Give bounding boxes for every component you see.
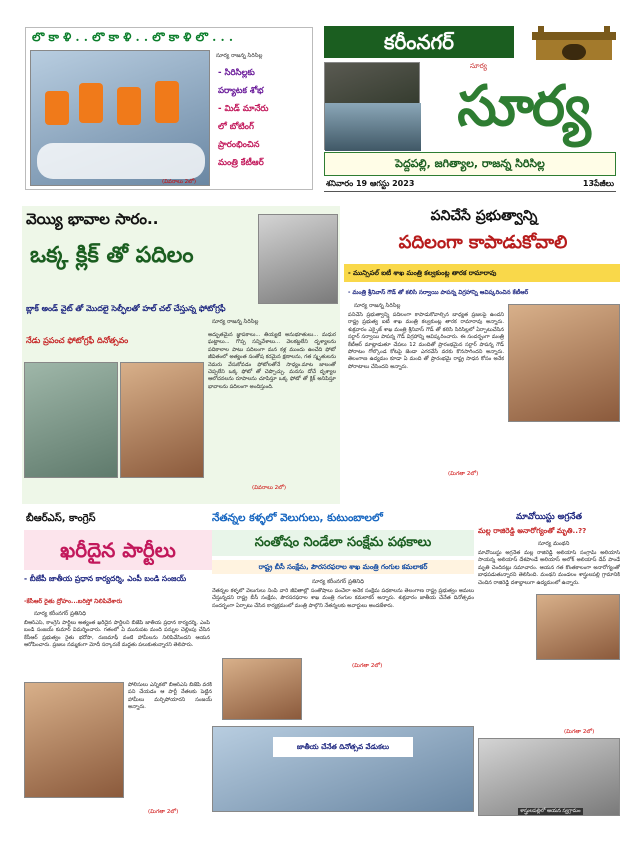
masthead-region: కరీంనగర్ xyxy=(324,26,514,58)
weavers-banner: జాతీయ చేనేత దినోత్సవ వేడుకలు xyxy=(273,737,413,757)
woman-camera-photo xyxy=(120,362,204,478)
weavers-stage-photo xyxy=(212,726,474,812)
photo-story-bullet2: నేడు ప్రపంచ ఫోటోగ్రఫీ దినోత్సవం xyxy=(26,336,129,345)
maoist-credit: సూర్య మంథని xyxy=(538,541,570,547)
rajireddy-photo xyxy=(536,594,620,660)
top-ad-headline: లొ కా ళి . . లొ కా ళి . . లొ కా ళి లొ . . . xyxy=(32,30,233,44)
masthead-small-logo: సూర్య xyxy=(470,62,487,70)
weavers-photo-1 xyxy=(222,658,302,720)
photo-story-paragraph: అద్భుతమైన జ్ఞాపకాలు... తియ్యటి అనుభూతులు... మధుర ఘట్టాలు... గొప్ప సన్నివేశాలు... వెలకట్టలేని దృశ్యాలను పదికాలాల పాటు పదిలంగా మన కళ్ల ముందు ఉంచేది ఫోటో జీవితంలో అత్యంత సంతోష కరమైన క్షణాలను, గత స్మృతులను నెమరు వేసుకోవడం ఫోటోలతోనే సాధ్యం.మాట జాలంతో చెప్పలేని ఒక్క ఫోటో తో చెప్పొచ్చు. మనసు దోచే దృశ్యాల ఆలోచనలను రూపాలను చూపిస్తూ ఒక్క ఫోటో తో క్లిక్ అనిపిస్తూ భావాలను పదిలంగా అందిస్తుంది. xyxy=(208,332,336,390)
top-ad-line: - సిరిసిల్లకు xyxy=(218,68,255,78)
maoist-more: (మిగతా 2లో) xyxy=(564,729,595,735)
top-ad-line: ప్రారంభించిన xyxy=(218,140,260,150)
village-house-photo xyxy=(478,738,620,816)
boating-photo xyxy=(30,50,210,186)
photo-story-more: (వివరాలు 2లో) xyxy=(252,485,286,491)
ktr-kicker: పనిచేసే ప్రభుత్వాన్ని xyxy=(430,208,538,224)
parties-bullet2: -కేసీఆర్ రైతు ద్రోహం...బరిస్తో నిలిపివేశారు xyxy=(24,598,123,605)
weavers-paragraph: నేతన్నల కళ్ళలో వెలుగులు నింపి వారి జీవితాల్లో సంతోషాలు పంచేలా అనేక సంక్షేమ పథకాలను తెలంగాణ రాష్ట్ర ప్రభుత్వం అమలు చేస్తున్నదని రాష్ట్ర బీసీ సంక్షేమ, పౌరసరఫరాల శాఖ మంత్రి గంగుల కమలాకర్ అన్నారు. శుక్రవారం జాతీయ చేనేత దినోత్సవం సందర్భంగా ఏర్పాటు చేసిన కార్యక్రమంలో మంత్రి పాల్గొని నేతన్నలకు అవార్డులు అందజేశారు. xyxy=(212,588,474,609)
masthead-districts: పెద్దపల్లి, జగిత్యాల, రాజన్న సిరిసిల్ల xyxy=(324,152,616,176)
maoist-caption: శాస్త్రులపల్లిలో ఆయన స్వగ్రామం xyxy=(520,808,581,814)
insect-photo xyxy=(24,362,118,478)
top-ad-box xyxy=(25,27,313,190)
statue-photo xyxy=(508,304,620,422)
ktr-paragraph: పనిచేసే ప్రభుత్వాన్ని పదిలంగా కాపాడుకోవాల్సిన బాధ్యత ప్రజలపై ఉందని రాష్ట్ర ప్రభుత్వ ఐటీ శాఖ మంత్రి కల్వకుంట్ల తారక రామారావు అన్నారు. శుక్రవారం ఎక్సైజ్ శాఖ మంత్రి శ్రీనివాస్ గౌడ్ తో కలిసి సిరిసిల్లలో ఏర్పాటుచేసిన సర్దార్ సర్వాయి పాపన్న గౌడ్ విగ్రహాన్ని ఆవిష్కరించారు. ఈ సందర్భంగా మంత్రి కేటీఆర్ మాట్లాడుతూ చేపలు 12 మందితో ప్రారంభమైన సర్దార్ పాపన్న గౌడ్ పోరాటం గోల్కొండ కోటపై జెండా ఎగరవేసే వరకు కొనసాగిందని అన్నారు. తెలంగాణ ఉద్యమం కూడా ఏ మంది తో ప్రారంభమై రాష్ట్ర సాధన కోసం అనేక పోరాటాలు చేసిందని అన్నారు. xyxy=(348,312,504,370)
ktr-story xyxy=(344,206,620,506)
date-bar xyxy=(324,178,616,192)
photo-story-credit: సూర్య రాజన్న సిరిసిల్ల xyxy=(212,319,259,325)
ktr-body xyxy=(348,312,504,468)
masthead-title: సూర్య xyxy=(457,74,589,139)
dam-photo xyxy=(324,62,420,150)
top-ad-line: - మిడ్ మానేరు xyxy=(218,104,269,114)
parties-story xyxy=(22,512,212,822)
maoist-title: మల్ల రాజిరెడ్డి అనారోగ్యంతో మృతి..?? xyxy=(478,526,587,535)
ktr-bullet2: - మంత్రి శ్రీనివాస్ గౌడ్ తో కలిసి సర్వాయి పాపన్న విగ్రహాన్ని ఆవిష్కరించిన కేటీఆర్ xyxy=(348,290,529,296)
vintage-photo xyxy=(258,214,338,304)
weavers-title: సంతోషం నిండేలా సంక్షేమ పథకాలు xyxy=(212,530,474,556)
parties-more: (మిగతా 2లో) xyxy=(148,809,179,815)
top-ad-lines xyxy=(218,64,310,172)
fort-icon xyxy=(532,24,616,62)
parties-paragraph: బీఆర్ఎస్, కాంగ్రెస్ పార్టీలు అత్యంత ఖరీదైన పార్టీలని బీజేపీ జాతీయ ప్రధాన కార్యదర్శి, ఎంపీ బండి సంజయ్ కుమార్ విమర్శించారు. గతంలో ఏ మునుపట మంది పన్నుల చెల్లింపు చేసిన కేసీఆర్ ప్రభుత్వం రైతు భరోసా, రుణమాఫీ వంటి హామీలను నిలిపివేసిందని ఆయన ఆరోపించారు. ప్రజలు నమ్మకంగా మోదీ సర్కారుకే మద్దతు పలుకుతున్నారని తెలిపారు. xyxy=(24,620,210,649)
weavers-credit: సూర్య కరీంనగర్ ప్రతినిధి xyxy=(312,579,365,585)
photo-story xyxy=(22,206,340,504)
photo-story-title: ఒక్క క్లిక్ తో పదిలం xyxy=(30,242,194,268)
photo-story-kicker: వెయ్యి భావాల సారం.. xyxy=(26,210,159,228)
ktr-more: (మిగతా 2లో) xyxy=(448,471,479,477)
ktr-bullet1: - మున్సిపల్ ఐటీ శాఖ మంత్రి కల్వకుంట్ల తారక రామారావు xyxy=(344,264,620,282)
photo-story-bullet1: బ్లాక్ అండ్ వైట్ తో మొదలై సెల్ఫీలతో హల్ చల్ చేస్తున్న ఫోటోగ్రఫీ xyxy=(26,304,226,313)
weavers-kicker: నేతన్నల కళ్ళలో వెలుగులు, కుటుంబాలలో xyxy=(212,512,383,524)
weavers-body xyxy=(212,588,474,656)
top-ad-more: (వివరాలు 2లో) xyxy=(162,179,196,185)
parties-title: ఖరీదైన పార్టీలు xyxy=(24,530,212,570)
bandi-sanjay-photo xyxy=(24,682,124,798)
parties-paragraph2: పోలీసులు ఎన్నికలో బీఆర్ఎస్ బీజేపీ వరకి పని చేయడం ఆ పార్టీ నేతలకు పెట్టిన హామీలు మర్చిపోయారని సంజయ్ అన్నారు. xyxy=(128,682,212,711)
parties-credit: సూర్య కరీంనగర్ ప్రతినిధి xyxy=(34,611,87,617)
photo-story-body xyxy=(208,332,336,478)
top-ad-line: లో బోటింగ్ xyxy=(218,122,254,132)
weavers-sub: రాష్ట్ర బీసీ సంక్షేమ, పౌరసరఫరాల శాఖ మంత్రి గంగుల కమలాకర్ xyxy=(212,560,474,574)
masthead xyxy=(320,24,620,194)
maoist-story xyxy=(478,512,620,822)
top-ad-credit: సూర్య రాజన్న సిరిసిల్ల xyxy=(216,53,263,59)
top-ad-line: మంత్రి కేటీఆర్ xyxy=(218,158,264,168)
ktr-title: పదిలంగా కాపాడుకోవాలి xyxy=(398,232,568,253)
weavers-story xyxy=(212,512,474,822)
maoist-kicker: మావోయిస్టు అగ్రనేత xyxy=(516,512,582,522)
maoist-paragraph: మావోయిస్టు అగ్రనేత మల్ల రాజిరెడ్డి అలియాస్ సంగ్రామ్ అలియాస్ సాయన్న అలియాస్ దేశపాండే అలియాస్ అలోక్ అలియాస్ దేవ్ పాండే మృతి చెందినట్లు సమాచారం. ఆయన గత కొంతకాలంగా అనారోగ్యంతో బాధపడుతున్నారని తెలిసింది. మంథని మండలం శాస్త్రులపల్లి గ్రామానికి చెందిన రాజిరెడ్డి దశాబ్దాలుగా ఉద్యమంలో ఉన్నారు. xyxy=(478,550,620,586)
parties-bullet1: - బీజేపీ జాతీయ ప్రధాన కార్యదర్శి, ఎంపీ బండి సంజయ్ xyxy=(24,574,187,583)
masthead-date: శనివారం 19 ఆగస్టు 2023 xyxy=(326,179,415,188)
weavers-more: (మిగతా 2లో) xyxy=(352,663,383,669)
parties-body2 xyxy=(128,682,212,792)
top-ad-line: పర్యాటక శోభ xyxy=(218,86,264,96)
parties-kicker: బీఆర్ఎస్, కాంగ్రెస్ xyxy=(26,513,96,524)
parties-body xyxy=(24,620,210,680)
ktr-credit: సూర్య రాజన్న సిరిసిల్ల xyxy=(354,303,401,309)
masthead-pages: 13పేజీలు xyxy=(582,179,614,188)
